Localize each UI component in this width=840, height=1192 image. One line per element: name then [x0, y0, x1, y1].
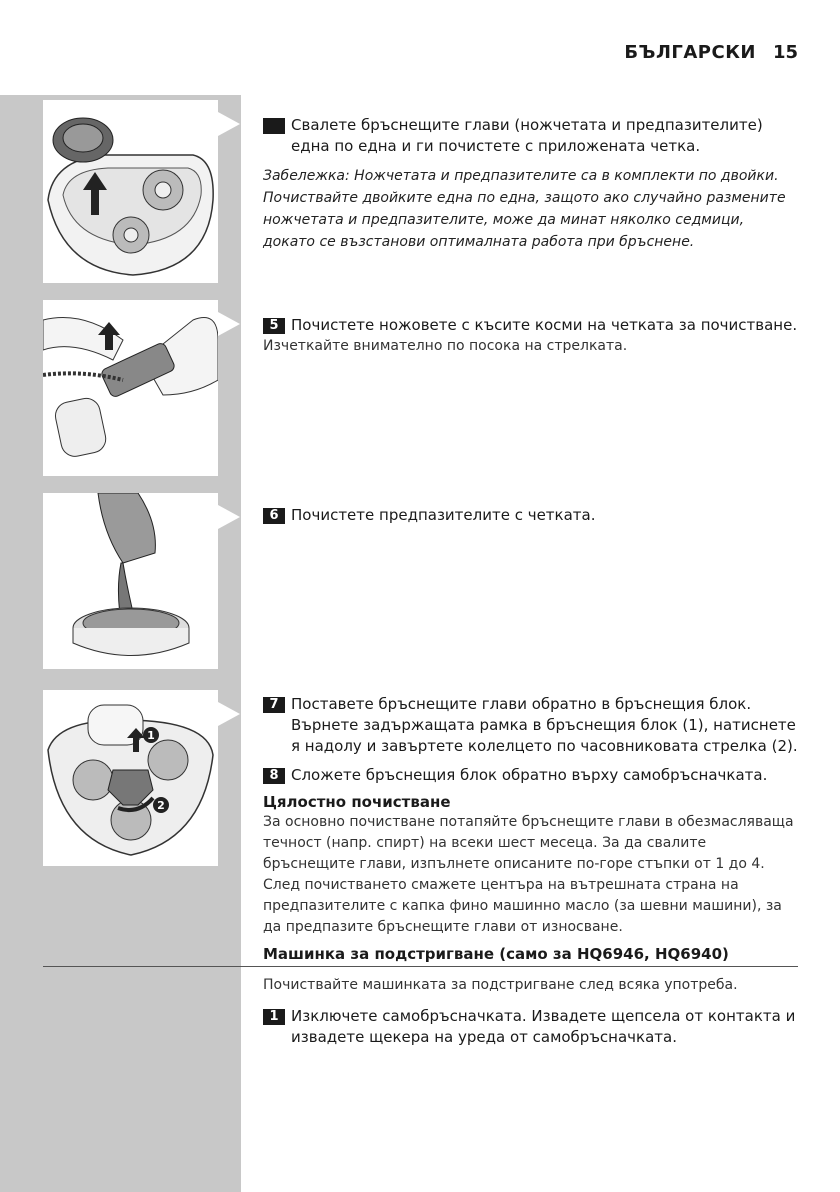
step-number-badge: 8	[263, 768, 285, 784]
step-4-block	[263, 115, 798, 253]
step-number-badge	[263, 118, 285, 134]
step-8-text: Сложете бръснещия блок обратно върху самобръсначката.	[291, 766, 768, 784]
thorough-cleaning-heading: Цялостно почистване	[263, 793, 451, 811]
step-4-text: Свалете бръснещите глави (ножчетата и предпазителите) една по една и ги почистете с приложената четка.	[291, 116, 763, 155]
pointer-arrow	[218, 312, 240, 336]
step-4-note: Забележка: Ножчетата и предпазителите са в комплекти по двойки. Почиствайте двойките една по една, защото ако случайно размените ножчетата и предпазителите, може да минат няколко седмици, докато се възстанови оптималната работа при бръснене.	[263, 168, 786, 250]
callout-2: 2	[157, 799, 165, 812]
step-number-badge: 5	[263, 318, 285, 334]
illustration-clean-guards	[43, 493, 218, 669]
trimmer-step-1-text: Изключете самобръсначката. Извадете щепсела от контакта и извадете щекера на уреда от самобръсначката.	[291, 1007, 796, 1046]
step-7-block	[263, 694, 798, 964]
step-5	[263, 315, 798, 336]
pointer-arrow	[218, 112, 240, 136]
step-number-badge: 7	[263, 697, 285, 713]
section-divider	[43, 966, 798, 967]
step-6-text: Почистете предпазителите с четката.	[291, 506, 596, 524]
step-7-text: Поставете бръснещите глави обратно в бръснещия блок. Върнете задържащата рамка в бръснещия блок (1), натиснете я надолу и завъртете колелцето по часовниковата стрелка (2).	[291, 695, 798, 755]
pointer-arrow	[218, 702, 240, 726]
illustration-remove-heads	[43, 100, 218, 283]
trimmer-block	[263, 975, 798, 1048]
pointer-arrow	[218, 505, 240, 529]
step-5-text: Почистете ножовете с късите косми на четката за почистване.	[291, 316, 798, 334]
step-8	[263, 765, 798, 786]
step-number-badge: 1	[263, 1009, 285, 1025]
illustration-reinsert-heads	[43, 690, 218, 866]
language-header: БЪЛГАРСКИ	[624, 42, 756, 63]
step-5-block	[263, 315, 798, 357]
step-6-block	[263, 505, 798, 526]
illustration-clean-cutters	[43, 300, 218, 476]
step-7	[263, 694, 798, 757]
page-number: 15	[772, 42, 798, 63]
trimmer-intro: Почиствайте машинката за подстригване след всяка употреба.	[263, 977, 738, 993]
trimmer-heading: Машинка за подстригване (само за HQ6946, HQ6940)	[263, 945, 729, 963]
step-5-sub: Изчеткайте внимателно по посока на стрелката.	[263, 338, 628, 354]
step-6	[263, 505, 798, 526]
step-number-badge: 6	[263, 508, 285, 524]
thorough-cleaning-body: За основно почистване потапяйте бръснещите глави в обезмасляваща течност (напр. спирт) на всеки шест месеца. За да свалите бръснещите глави, изпълнете описаните по-горе стъпки от 1 до 4. След почистването смажете центъра на вътрешната страна на предпазителите с капка фино машинно масло (за шевни машини), за да предпазите бръснещите глави от износване.	[263, 814, 794, 935]
step-4	[263, 115, 798, 157]
trimmer-step-1	[263, 1006, 798, 1048]
callout-1: 1	[147, 729, 155, 742]
